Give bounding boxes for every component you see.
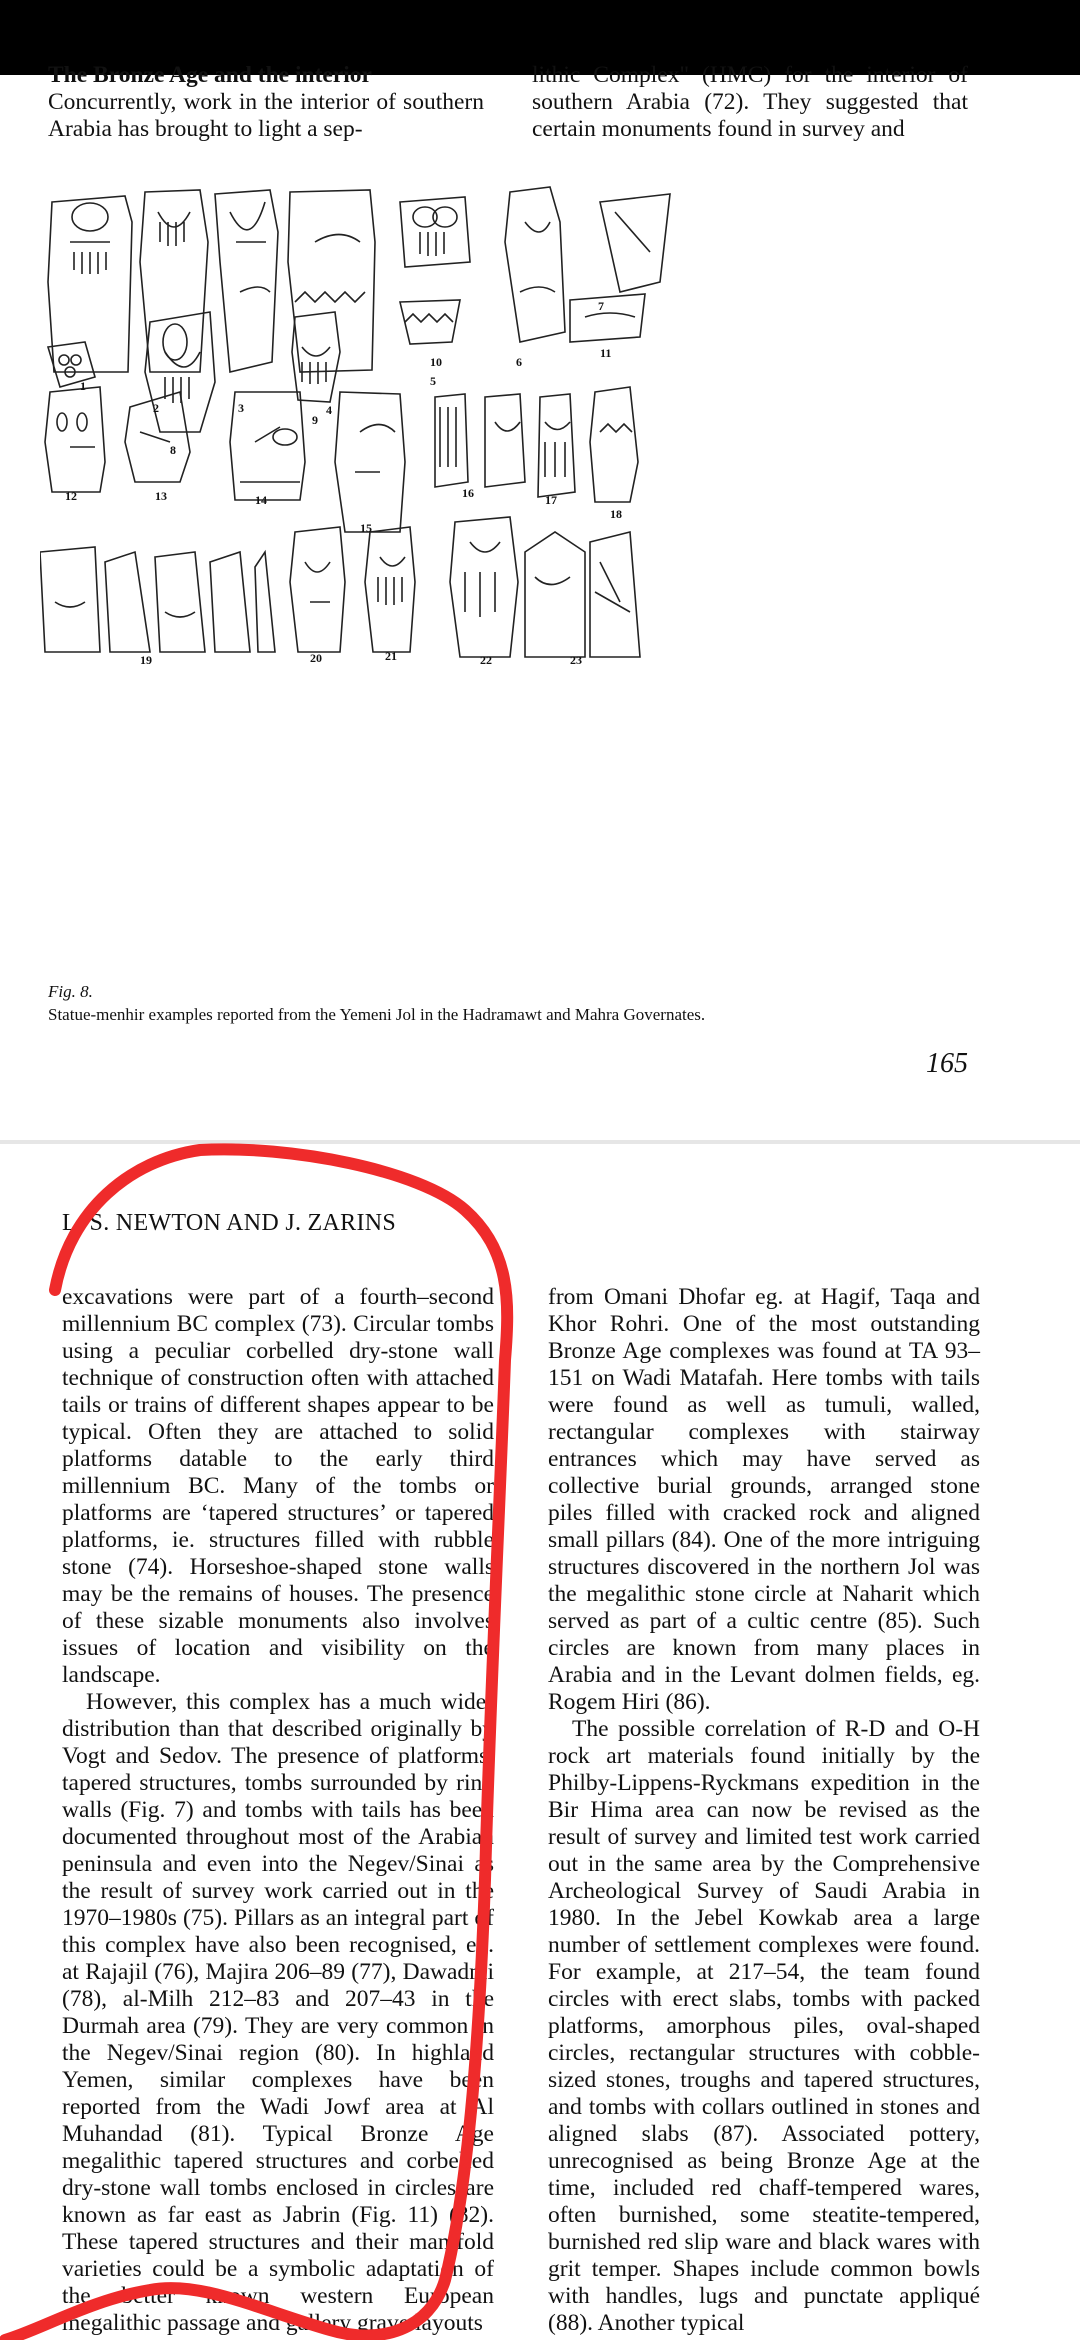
svg-text:20: 20	[310, 651, 322, 665]
menhir-12	[45, 387, 105, 492]
menhir-2	[140, 190, 208, 372]
menhir-3	[215, 190, 278, 372]
menhir-21	[365, 527, 415, 652]
section-heading: The Bronze Age and the interior	[48, 62, 372, 88]
svg-text:17: 17	[545, 493, 557, 507]
svg-text:15: 15	[360, 521, 372, 535]
page-number: 165	[926, 1048, 968, 1079]
svg-text:5: 5	[430, 374, 436, 388]
svg-text:18: 18	[610, 507, 622, 521]
svg-text:13: 13	[155, 489, 167, 503]
svg-text:10: 10	[430, 355, 442, 369]
menhir-7	[600, 194, 670, 292]
svg-text:11: 11	[600, 346, 612, 360]
page-166	[0, 1144, 1080, 2340]
menhir-22	[450, 517, 518, 657]
menhir-17	[538, 394, 575, 497]
left-column-top	[48, 62, 484, 143]
menhir-9	[292, 312, 340, 402]
svg-text:4: 4	[326, 403, 332, 417]
paragraph: Concurrently, work in the interior of southern Arabia has brought to light a sep-	[48, 89, 484, 142]
menhir-20	[290, 527, 345, 652]
menhir-15	[335, 392, 405, 532]
menhir-19	[40, 547, 275, 652]
menhir-23	[525, 532, 640, 657]
right-column	[548, 1284, 980, 2337]
svg-text:14: 14	[255, 493, 267, 507]
svg-text:19: 19	[140, 653, 152, 667]
running-head: L. S. NEWTON AND J. ZARINS	[62, 1210, 397, 1236]
svg-text:9: 9	[312, 413, 318, 427]
menhir-6	[505, 187, 565, 342]
left-column	[62, 1284, 494, 2337]
caption-text: Statue-menhir examples reported from the Yemeni Jol in the Hadramawt and Mahra Governates.	[48, 1005, 706, 1024]
menhir-4	[288, 190, 375, 372]
svg-text:7: 7	[598, 299, 604, 313]
menhir-18	[590, 387, 638, 502]
figure-8-statue-menhirs	[40, 182, 1040, 977]
paragraph: lithic Complex" (HMC) for the interior of southern Arabia (72). They suggested that certain monuments found in survey and	[532, 62, 968, 142]
svg-text:23: 23	[570, 653, 582, 667]
paragraph: The possible correlation of R-D and O-H rock art materials found initially by the Philby-Lippens-Ryckmans expedition in the Bir Hima area can now be revised as the result of survey and limited test work carried out in the same area by the Comprehensive Archeological Survey of Saudi Arabia in 1980. In the Jebel Kowkab area a large number of settlement complexes were found. For example, at 217–54, the team found circles with erect slabs, tombs with packed platforms, amorphous piles, oval-shaped circles, rectangular structures with cobble-sized stones, troughs and tapered structures, and tombs with collars outlined in stones and aligned slabs (87). Associated pottery, unrecognised as being Bronze Age at the time, included red chaff-tempered wares, often burnished, some steatite-tempered, burnished red slip ware and black wares with grit temper. Shapes include common bowls with handles, lugs and punctate appliqué (88). Another typical	[548, 1716, 980, 2336]
svg-text:12: 12	[65, 489, 77, 503]
menhir-16	[435, 394, 525, 487]
svg-text:2: 2	[153, 401, 159, 415]
paragraph: from Omani Dhofar eg. at Hagif, Taqa and Khor Rohri. One of the most outstanding Bronze Age complexes was found at TA 93–151 on Wadi Matafah. Here tombs with tails were found as well as tumuli, walled, rectangular complexes with stairway entrances which may have served as collective burial grounds, arranged stone piles filled with cracked rock and aligned small pillars (84). One of the more intriguing structures discovered in the northern Jol was the megalithic stone circle at Naharit which served as part of a cultic centre (85). Such circles are known from many places in Arabia and in the Levant dolmen fields, eg. Rogem Hiri (86).	[548, 1284, 980, 1715]
svg-text:3: 3	[238, 401, 244, 415]
paragraph: excavations were part of a fourth–second millennium BC complex (73). Circular tombs using a peculiar corbelled dry-stone wall technique of construction often with attached tails or trains of different shapes appear to be typical. Often they are attached to solid platforms datable to the early third millennium BC. Many of the tombs or platforms are ‘tapered structures’ or tapered platforms, ie. structures filled with rubble stone (74). Horseshoe-shaped stone walls may be the remains of houses. The presence of these sizable monuments also involves issues of location and visibility on the landscape.	[62, 1284, 494, 1688]
page-165	[0, 62, 1080, 1142]
svg-text:1: 1	[80, 379, 86, 393]
right-column-top	[532, 62, 968, 143]
svg-text:16: 16	[462, 486, 474, 500]
figure-caption	[48, 980, 705, 1026]
svg-text:21: 21	[385, 649, 397, 663]
menhir-11	[570, 294, 645, 342]
svg-text:22: 22	[480, 653, 492, 667]
menhir-10	[400, 300, 460, 344]
menhir-5	[400, 197, 470, 267]
caption-label: Fig. 8.	[48, 982, 93, 1001]
svg-text:8: 8	[170, 443, 176, 457]
paragraph: However, this complex has a much wider distribution than that described originally by Vogt and Sedov. The presence of platforms, tapered structures, tombs surrounded by ring walls (Fig. 7) and tombs with tails has been documented throughout most of the Arabian peninsula and even into the Negev/Sinai as the result of survey work carried out in the 1970–1980s (75). Pillars as an integral part of this complex have also been recognised, eg. at Rajajil (76), Majira 206–89 (77), Dawadmi (78), al-Milh 212–83 and 207–43 in the Durmah area (79). They are very common in the Negev/Sinai region (80). In highland Yemen, similar complexes have been reported from the Wadi Jowf area at Al Muhandad (81). Typical Bronze Age megalithic tapered structures and corbelled dry-stone wall tombs enclosed in circles are known as far east as Jabrin (Fig. 11) (82). These tapered structures and their manifold varieties could be a symbolic adaptation of the better known western European megalithic passage and gallery grave layouts	[62, 1689, 494, 2336]
stone-small	[48, 342, 95, 387]
svg-text:6: 6	[516, 355, 522, 369]
